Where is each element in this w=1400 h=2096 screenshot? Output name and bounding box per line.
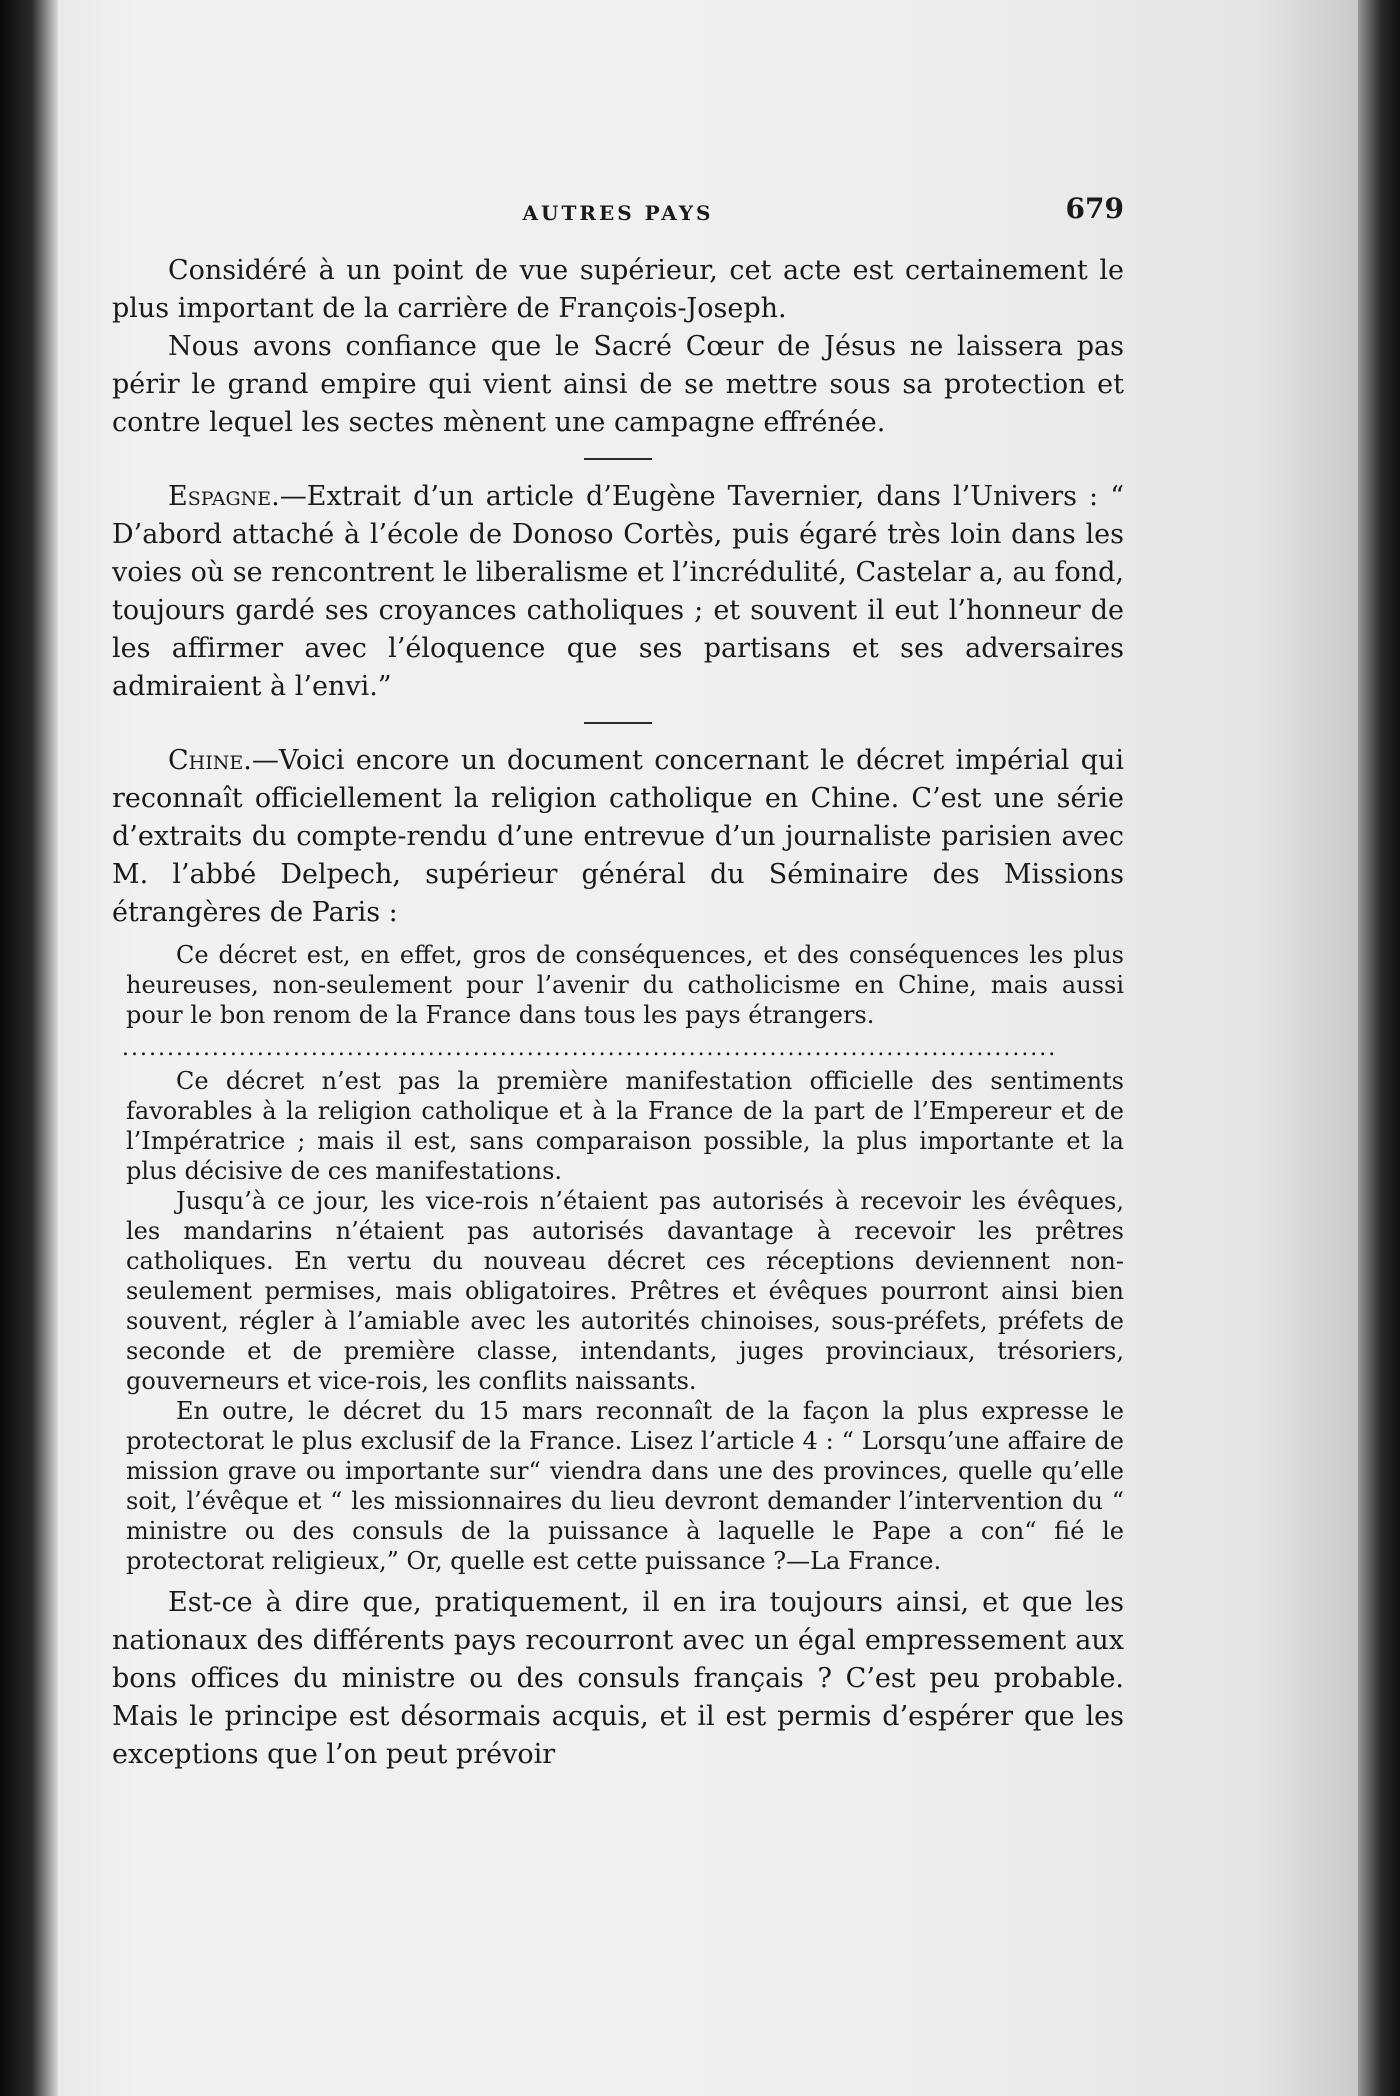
section-divider (584, 722, 652, 724)
page-number: 679 (1065, 192, 1124, 225)
quote-paragraph-vice-rois: Jusqu’à ce jour, les vice-rois n’étaient pas autorisés à recevoir les évêques, les mandarins n’étaient pas autorisés davantage à recevoir les prêtres catholiques. En vertu du nouveau décret ces réceptions deviennent non-seulement permises, mais obligatoires. Prêtres et évêques pourront ainsi bien souvent, régler à l’amiable avec les autorités chinoises, sous-préfets, préfets de seconde et de première classe, intendants, juges provinciaux, trésoriers, gouverneurs et vice-rois, les conflits naissants. (126, 1187, 1124, 1395)
quote-paragraph-protectorat: En outre, le décret du 15 mars reconnaît de la façon la plus expresse le protectorat le plus exclusif de la France. Lisez l’article 4 : “ Lorsqu’une affaire de mission grave ou importante sur“ viendra dans une des provinces, quelle qu’elle soit, l’évêque et “ les missionnaires du lieu devront demander l’intervention du “ ministre ou des consuls de la puissance à laquelle le Pape a con“ fié le protectorat religieux,” Or, quelle est cette puissance ?—La France. (126, 1397, 1124, 1575)
binding-shadow-left (0, 0, 58, 2096)
page-edge-right (1358, 0, 1400, 2096)
quote-paragraph-consequences: Ce décret est, en effet, gros de conséquences, et des conséquences les plus heureuses, non-seulement pour l’avenir du catholicisme en Chine, mais aussi pour le bon renom de la France dans tous les pays étrangers. (126, 941, 1124, 1029)
section-divider (584, 458, 652, 460)
paragraph-sacre-coeur: Nous avons confiance que le Sacré Cœur de Jésus ne laissera pas périr le grand empire qui vient ainsi de se mettre sous sa protection et contre lequel les sectes mènent une campagne effrénée. (112, 331, 1124, 438)
running-title: AUTRES PAYS (522, 201, 714, 225)
running-header (112, 190, 1124, 242)
page-text (112, 190, 1124, 1774)
paragraph-chine (112, 742, 1124, 932)
paragraph-espagne (112, 478, 1124, 706)
chine-text: —Voici encore un document concernant le décret impérial qui reconnaît officiellement la religion catholique en Chine. C’est une série d’extraits du compte-rendu d’une entrevue d’un journaliste parisien avec M. l’abbé Delpech, supérieur général du Séminaire des Missions étrangères de Paris : (112, 745, 1124, 928)
paragraph-pratiquement: Est-ce à dire que, pratiquement, il en ira toujours ainsi, et que les nationaux des différents pays recourront avec un égal empressement aux bons offices du ministre ou des consuls français ? C’est peu probable. Mais le principe est désormais acquis, et il est permis d’espérer que les exceptions que l’on peut prévoir (112, 1587, 1124, 1770)
quote-paragraph-manifestation: Ce décret n’est pas la première manifestation officielle des sentiments favorables à la religion catholique et à la France de la part de l’Empereur et de l’Impératrice ; mais il est, sans comparaison possible, la plus importante et la plus décisive de ces manifestations. (126, 1067, 1124, 1185)
section-label-espagne: Espagne. (168, 481, 280, 512)
espagne-text: —Extrait d’un article d’Eugène Tavernier, dans l’Univers : “ D’abord attaché à l’école de Donoso Cortès, puis égaré très loin dans les voies où se rencontrent le liberalisme et l’incrédulité, Castelar a, au fond, toujours gardé ses croyances catholiques ; et souvent il eut l’honneur de les affirmer avec l’éloquence que ses partisans et ses adversaires admiraient à l’envi.” (112, 481, 1124, 702)
section-label-chine: Chine. (168, 745, 252, 776)
ellipsis-line: ........................................................................................................ (122, 1036, 1058, 1061)
paragraph-francois-joseph: Considéré à un point de vue supérieur, cet acte est certainement le plus important de la carrière de François-Joseph. (112, 255, 1124, 324)
